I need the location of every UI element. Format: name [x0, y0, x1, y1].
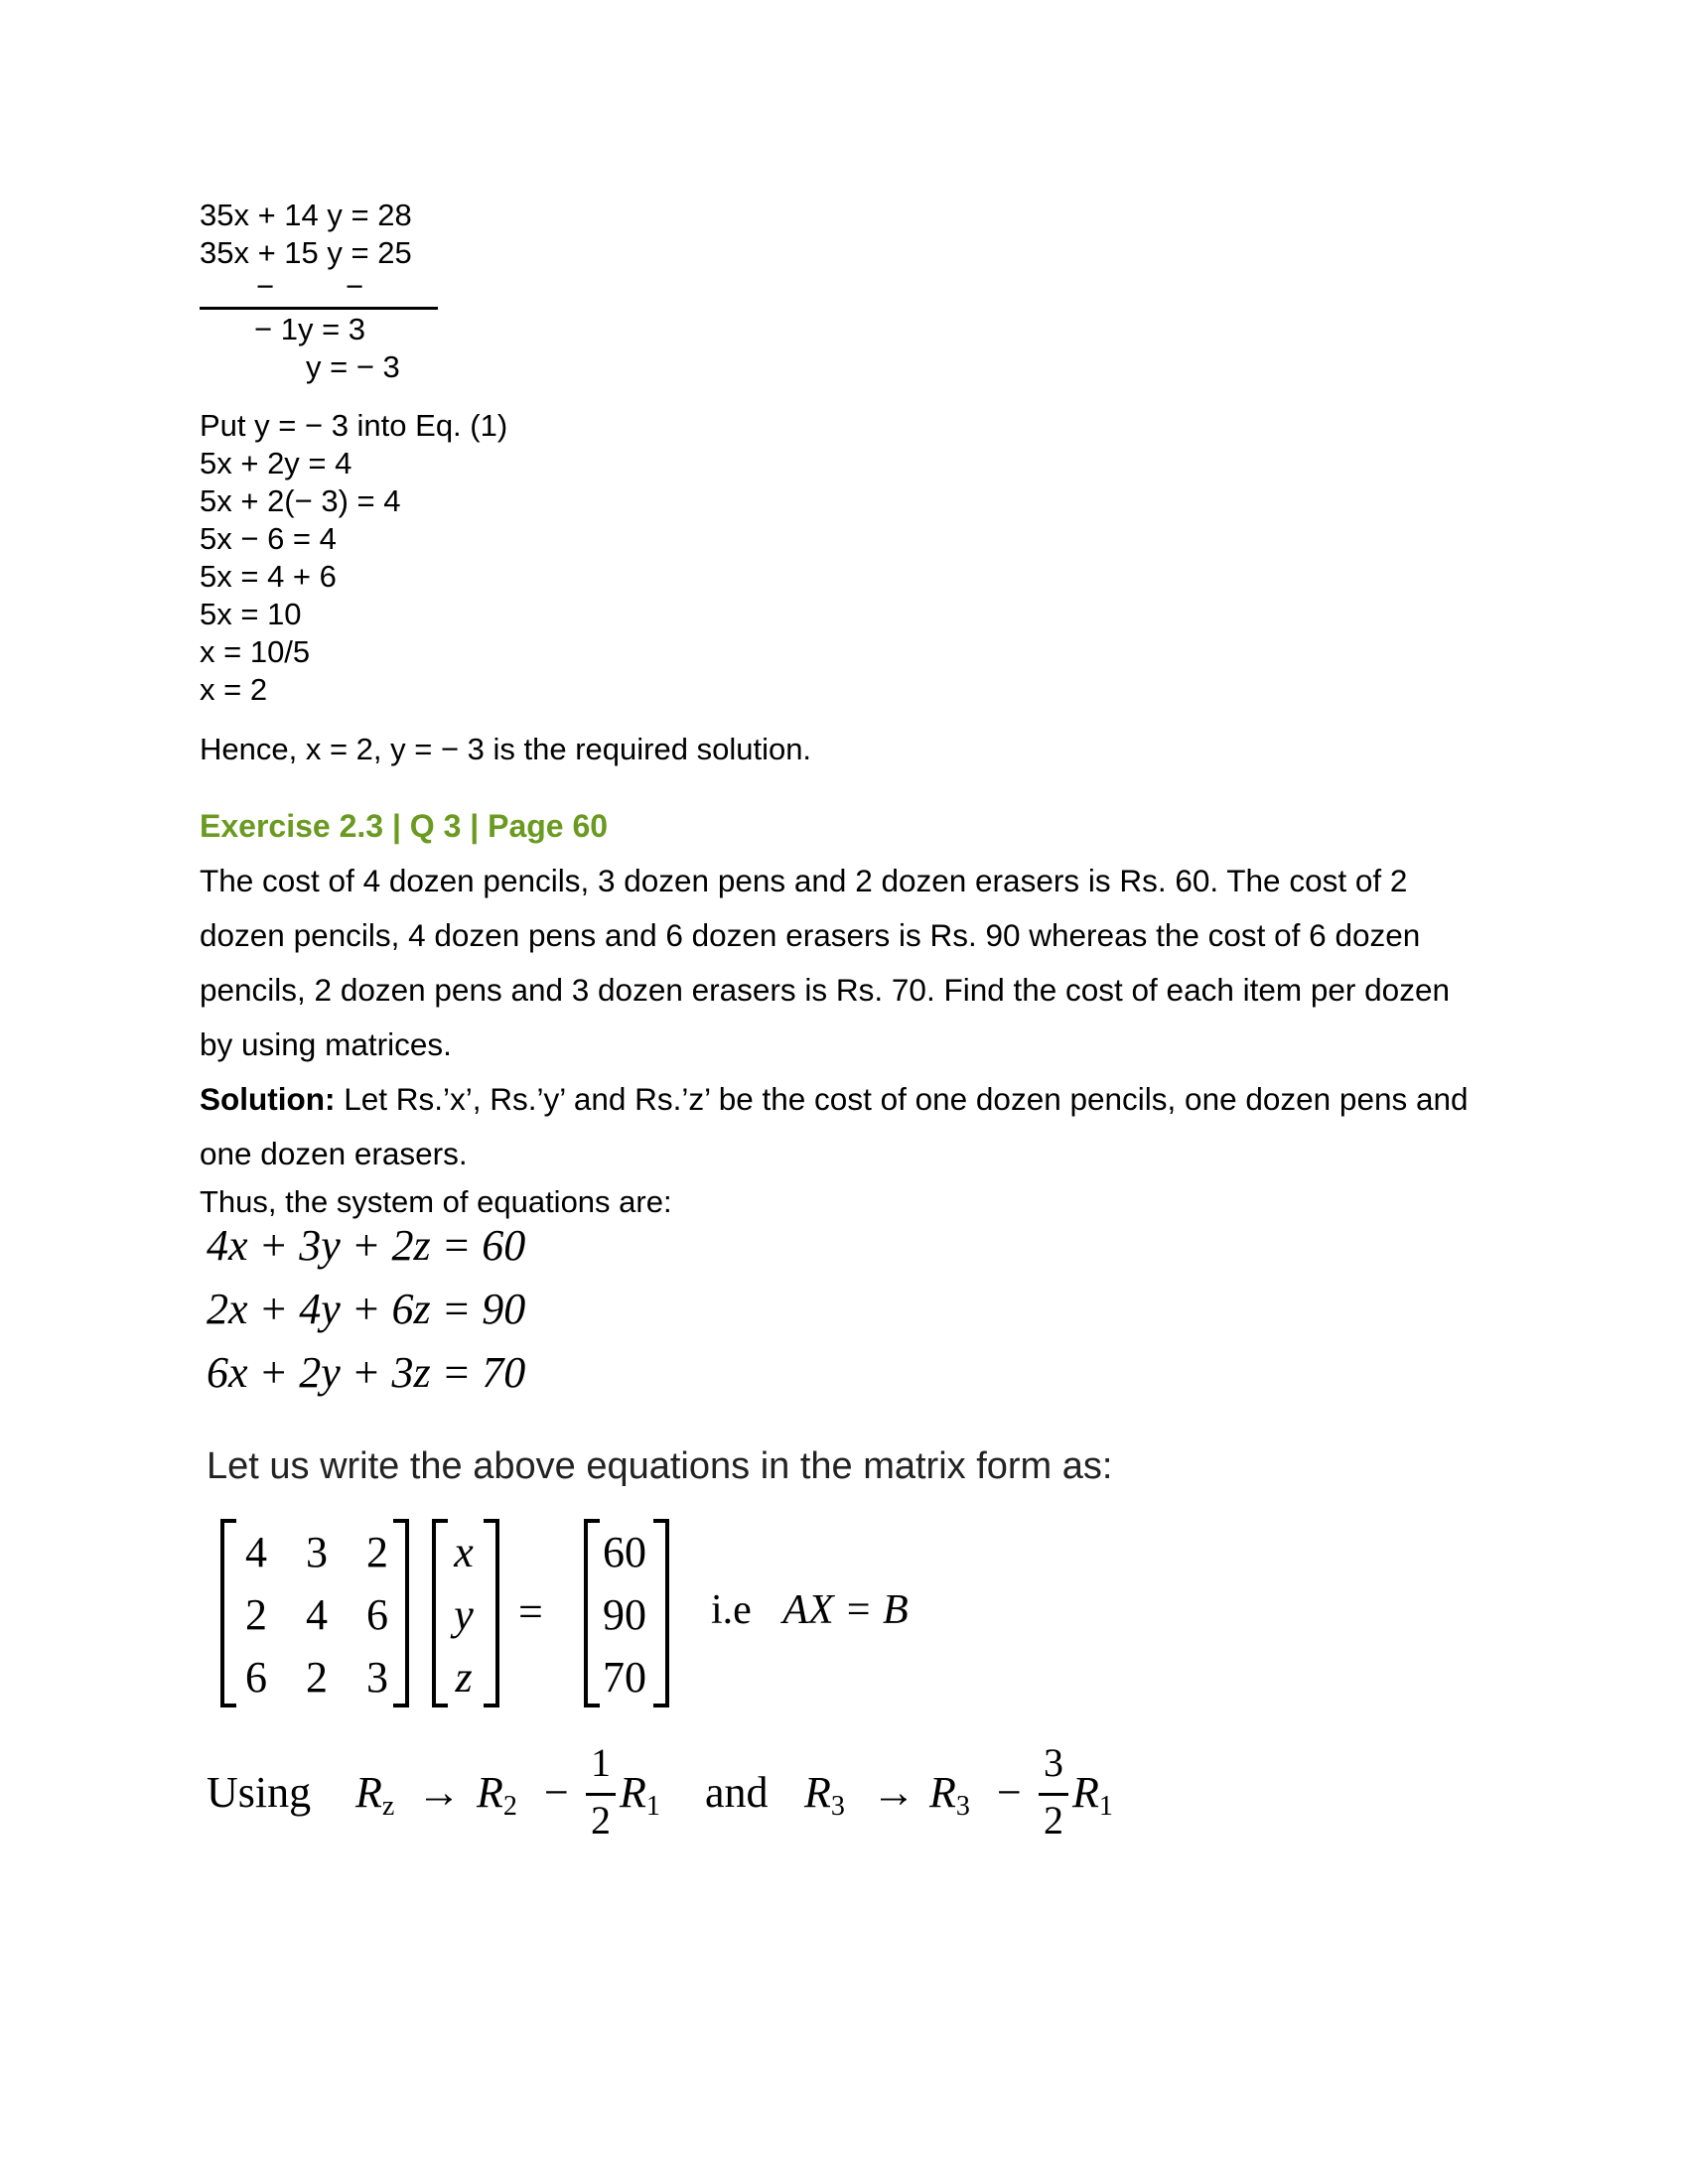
r3-term-sub: 3 — [955, 1791, 970, 1822]
r2-target-sub: z — [381, 1791, 395, 1822]
sub-step-7: x = 2 — [200, 672, 268, 707]
sub-step-4: 5x = 4 + 6 — [200, 559, 337, 594]
equation-1: 4x + 3y + 2z = 60 — [207, 1221, 526, 1270]
sub-step-5: 5x = 10 — [200, 597, 302, 631]
solution-label: Solution: — [200, 1081, 336, 1117]
r1-sub-2: 1 — [1098, 1791, 1113, 1822]
matrix-a-cell: 4 — [245, 1528, 267, 1576]
matrix-a-cell: 4 — [306, 1590, 328, 1639]
elim-divider — [200, 307, 438, 310]
elim-minus-2: − — [346, 269, 364, 304]
equation-2: 2x + 4y + 6z = 90 — [207, 1285, 526, 1333]
r1-letter: R — [620, 1768, 646, 1817]
r3-term-letter: R — [929, 1768, 956, 1817]
ie-expression — [711, 1586, 909, 1634]
r2-target — [355, 1767, 394, 1823]
sub-step-3: 5x − 6 = 4 — [200, 521, 337, 556]
matrix-a-cell: 6 — [366, 1590, 388, 1639]
matrix-intro: Let us write the above equations in the matrix form as: — [207, 1445, 1113, 1487]
matrix-a-cell: 3 — [306, 1528, 328, 1576]
r1-sub: 1 — [645, 1791, 660, 1822]
r2-term — [477, 1767, 517, 1823]
matrix-b-cell: 60 — [603, 1528, 646, 1576]
r2-letter: R — [477, 1768, 503, 1817]
solution-paragraph — [200, 1072, 1490, 1181]
fraction-2-denominator: 2 — [1044, 1798, 1063, 1843]
arrow-2: → — [872, 1768, 915, 1817]
sub-step-6: x = 10/5 — [200, 634, 311, 669]
solution-text: Let Rs.’x’, Rs.’y’ and Rs.’z’ be the cost of one dozen pencils, one dozen pens and one dozen erasers. — [200, 1081, 1469, 1171]
minus-2: − — [997, 1768, 1022, 1817]
matrix-b-cell: 90 — [603, 1590, 646, 1639]
elim-minus-1: − — [256, 269, 275, 304]
r3-letter: R — [804, 1768, 831, 1817]
sub-step-1: 5x + 2y = 4 — [200, 446, 352, 480]
using-label: Using — [207, 1768, 312, 1817]
sub-step-2: 5x + 2(− 3) = 4 — [200, 483, 401, 518]
equation-3: 6x + 2y + 3z = 70 — [207, 1348, 526, 1397]
substitution-intro: Put y = − 3 into Eq. (1) — [200, 408, 508, 443]
r1-term-1 — [620, 1767, 660, 1823]
matrix-a-cell: 6 — [245, 1653, 267, 1702]
matrix-equals: = — [518, 1587, 543, 1636]
matrix-a-cell: 3 — [366, 1653, 388, 1702]
fraction-2-numerator: 3 — [1044, 1740, 1063, 1785]
matrix-a-cell: 2 — [366, 1528, 388, 1576]
elim-line-1: 35x + 14 y = 28 — [200, 198, 412, 232]
elim-line-4: y = − 3 — [306, 349, 400, 384]
arrow-1: → — [417, 1768, 461, 1817]
matrix-x-cell: z — [455, 1653, 473, 1702]
fraction-1-denominator: 2 — [591, 1798, 611, 1843]
matrix-a-cell: 2 — [245, 1590, 267, 1639]
exercise-heading: Exercise 2.3 | Q 3 | Page 60 — [200, 808, 609, 844]
ax-equals-b: AX = B — [782, 1587, 909, 1633]
matrix-b-cell: 70 — [603, 1653, 646, 1702]
matrix-x — [432, 1519, 499, 1707]
matrix-a — [220, 1519, 409, 1707]
matrix-a-cell: 2 — [306, 1653, 328, 1702]
r1-letter-2: R — [1072, 1768, 1099, 1817]
r2-sub: 2 — [502, 1791, 517, 1822]
r3-sub: 3 — [830, 1791, 845, 1822]
elim-line-3: − 1y = 3 — [254, 312, 366, 346]
fraction-2-bar — [1039, 1793, 1068, 1796]
ie-label: i.e — [711, 1587, 752, 1633]
elim-line-2: 35x + 15 y = 25 — [200, 235, 412, 270]
matrix-x-cell: x — [454, 1528, 474, 1576]
r1-term-2 — [1072, 1767, 1113, 1823]
substitution-conclusion: Hence, x = 2, y = − 3 is the required solution. — [200, 732, 812, 766]
matrix-b — [584, 1519, 669, 1707]
minus-1: − — [544, 1768, 569, 1817]
fraction-1-numerator: 1 — [591, 1740, 611, 1785]
r2-target-letter: R — [355, 1768, 382, 1817]
system-intro: Thus, the system of equations are: — [200, 1184, 672, 1219]
fraction-1-bar — [586, 1793, 616, 1796]
and-label: and — [705, 1768, 769, 1817]
question-text: The cost of 4 dozen pencils, 3 dozen pens and 2 dozen erasers is Rs. 60. The cost of 2 dozen pencils, 4 dozen pens and 6 dozen erasers is Rs. 90 whereas the cost of 6 dozen pencils, 2 dozen pens and 3 dozen erasers is Rs. 70. Find the cost of each item per dozen by using matrices. — [200, 863, 1450, 1062]
r3-target — [804, 1767, 845, 1823]
r3-term — [929, 1767, 970, 1823]
matrix-x-cell: y — [454, 1590, 474, 1639]
